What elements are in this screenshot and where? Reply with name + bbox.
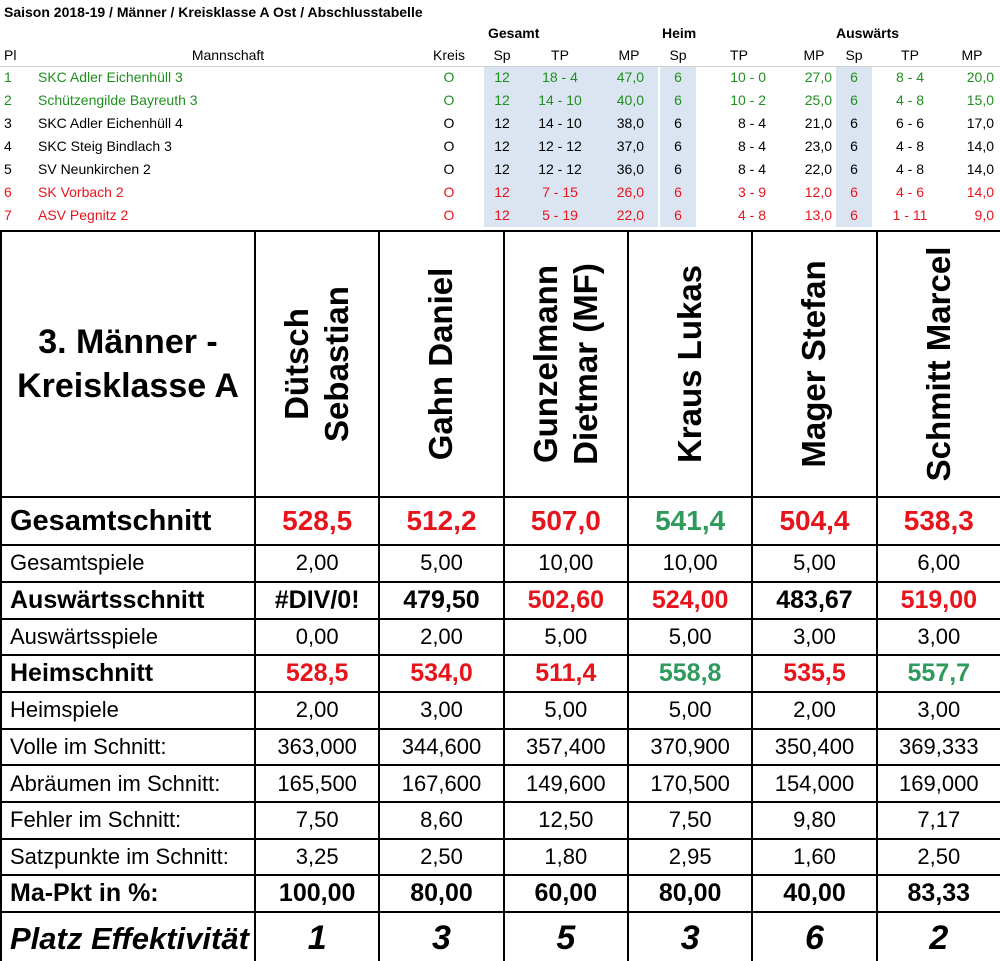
league-row xyxy=(0,181,1000,204)
player-name-line1: Schmitt Marcel xyxy=(919,246,957,482)
league-cell-h-tp: 3 - 9 xyxy=(737,184,766,200)
league-cell-g-tp: 12 - 12 xyxy=(538,138,582,154)
league-row xyxy=(0,66,1000,89)
player-header-cell xyxy=(379,231,503,497)
stats-value: 2,00 xyxy=(379,619,503,656)
stats-row xyxy=(1,765,1000,802)
league-cell-a-mp: 14,0 xyxy=(966,161,994,177)
stats-value: 534,0 xyxy=(379,655,503,692)
league-cell-pl: 6 xyxy=(4,184,12,200)
league-cell-kreis: O xyxy=(443,115,455,131)
stats-row xyxy=(1,655,1000,692)
stats-row-label: Auswärtsschnitt xyxy=(1,582,255,619)
league-cell-team: SK Vorbach 2 xyxy=(38,184,124,200)
stats-value: 167,600 xyxy=(379,765,503,802)
player-name xyxy=(526,263,606,465)
col-header-a-mp: MP xyxy=(961,47,983,63)
stats-value: 2,00 xyxy=(255,692,379,729)
league-cell-team: SKC Adler Eichenhüll 4 xyxy=(38,115,183,131)
league-cell-g-sp: 12 xyxy=(494,138,510,154)
stats-value: 100,00 xyxy=(255,875,379,912)
player-name xyxy=(421,268,461,461)
stats-value: 149,600 xyxy=(504,765,628,802)
stats-value: 6,00 xyxy=(877,545,1000,582)
player-name xyxy=(277,286,357,442)
col-header-team: Mannschaft xyxy=(191,47,265,63)
league-cell-team: SKC Adler Eichenhüll 3 xyxy=(38,69,183,85)
stats-value: 535,5 xyxy=(752,655,876,692)
league-cell-g-sp: 12 xyxy=(494,184,510,200)
stats-value: 1,60 xyxy=(752,839,876,876)
league-cell-g-tp: 12 - 12 xyxy=(538,161,582,177)
league-cell-kreis: O xyxy=(443,184,455,200)
league-cell-kreis: O xyxy=(443,161,455,177)
league-cell-team: ASV Pegnitz 2 xyxy=(38,207,129,223)
stats-value: 5,00 xyxy=(628,692,752,729)
col-header-h-sp: Sp xyxy=(669,47,687,63)
league-cell-pl: 2 xyxy=(4,92,12,108)
stats-value: 165,500 xyxy=(255,765,379,802)
stats-value: 3 xyxy=(628,912,752,961)
league-cell-h-tp: 4 - 8 xyxy=(737,207,766,223)
stats-value: 7,17 xyxy=(877,802,1000,839)
league-cell-g-sp: 12 xyxy=(494,207,510,223)
player-name xyxy=(670,265,710,463)
league-cell-g-tp: 14 - 10 xyxy=(538,115,582,131)
league-cell-a-mp: 17,0 xyxy=(966,115,994,131)
stats-value: 350,400 xyxy=(752,729,876,766)
league-cell-g-mp: 47,0 xyxy=(616,69,644,85)
stats-value: 0,00 xyxy=(255,619,379,656)
league-cell-pl: 3 xyxy=(4,115,12,131)
stats-value: 7,50 xyxy=(255,802,379,839)
stats-value: 528,5 xyxy=(255,655,379,692)
player-name-line2: Dietmar (MF) xyxy=(566,263,604,465)
league-cell-h-mp: 27,0 xyxy=(804,69,832,85)
stats-value: 2 xyxy=(877,912,1000,961)
player-header-cell xyxy=(255,231,379,497)
player-name-line2: Sebastian xyxy=(318,286,356,442)
league-cell-g-sp: 12 xyxy=(494,115,510,131)
stats-value: 5 xyxy=(504,912,628,961)
stats-value: 519,00 xyxy=(877,582,1000,619)
stats-value: 5,00 xyxy=(504,692,628,729)
stats-value: 3,00 xyxy=(752,619,876,656)
league-header-row xyxy=(0,44,1000,67)
league-cell-g-tp: 5 - 19 xyxy=(542,207,578,223)
stats-row-label: Auswärtsspiele xyxy=(1,619,255,656)
stats-row-label: Abräumen im Schnitt: xyxy=(1,765,255,802)
stats-value: 10,00 xyxy=(628,545,752,582)
league-cell-a-mp: 15,0 xyxy=(966,92,994,108)
league-cell-g-sp: 12 xyxy=(494,69,510,85)
col-header-h-tp: TP xyxy=(730,47,748,63)
stats-row-label: Gesamtschnitt xyxy=(1,497,255,545)
stats-row xyxy=(1,802,1000,839)
league-cell-g-mp: 36,0 xyxy=(616,161,644,177)
league-cell-a-sp: 6 xyxy=(850,161,858,177)
league-cell-h-sp: 6 xyxy=(674,69,682,85)
league-cell-h-sp: 6 xyxy=(674,207,682,223)
stats-value: 2,50 xyxy=(379,839,503,876)
league-cell-h-sp: 6 xyxy=(674,92,682,108)
player-name-line1: Gahn Daniel xyxy=(422,267,460,461)
stats-value: 512,2 xyxy=(379,497,503,545)
league-cell-g-mp: 37,0 xyxy=(616,138,644,154)
league-cell-a-sp: 6 xyxy=(850,184,858,200)
group-gesamt: Gesamt xyxy=(488,25,540,41)
col-header-a-tp: TP xyxy=(901,47,919,63)
team-heading xyxy=(1,231,255,497)
stats-value: 2,00 xyxy=(752,692,876,729)
league-row xyxy=(0,158,1000,181)
player-name-line1: Kraus Lukas xyxy=(671,264,709,464)
stats-row xyxy=(1,545,1000,582)
league-cell-g-sp: 12 xyxy=(494,92,510,108)
stats-row-label: Platz Effektivität xyxy=(1,912,255,961)
stats-value: 2,95 xyxy=(628,839,752,876)
league-cell-a-tp: 1 - 11 xyxy=(892,207,928,223)
league-cell-h-mp: 13,0 xyxy=(804,207,832,223)
league-cell-a-sp: 6 xyxy=(850,207,858,223)
stats-row-label: Ma-Pkt in %: xyxy=(1,875,255,912)
league-cell-g-tp: 7 - 15 xyxy=(542,184,578,200)
player-name-line1: Mager Stefan xyxy=(795,260,833,468)
col-header-h-mp: MP xyxy=(803,47,825,63)
stats-value: 5,00 xyxy=(628,619,752,656)
stats-value: #DIV/0! xyxy=(255,582,379,619)
league-cell-a-mp: 14,0 xyxy=(966,138,994,154)
stats-value: 3,00 xyxy=(877,692,1000,729)
group-auswaerts: Auswärts xyxy=(836,25,900,41)
stats-value: 541,4 xyxy=(628,497,752,545)
stats-value: 558,8 xyxy=(628,655,752,692)
league-cell-g-mp: 22,0 xyxy=(616,207,644,223)
league-cell-h-mp: 22,0 xyxy=(804,161,832,177)
stats-value: 2,50 xyxy=(877,839,1000,876)
league-table xyxy=(0,0,1000,228)
stats-value: 357,400 xyxy=(504,729,628,766)
league-cell-h-mp: 21,0 xyxy=(804,115,832,131)
stats-row xyxy=(1,619,1000,656)
stats-row xyxy=(1,729,1000,766)
stats-value: 370,900 xyxy=(628,729,752,766)
player-name-line1: Gunzelmann xyxy=(526,264,564,464)
stats-row-label: Heimspiele xyxy=(1,692,255,729)
league-cell-h-sp: 6 xyxy=(674,161,682,177)
league-cell-kreis: O xyxy=(443,69,455,85)
league-cell-pl: 1 xyxy=(4,69,12,85)
league-cell-h-tp: 8 - 4 xyxy=(737,115,766,131)
player-name xyxy=(794,260,834,467)
league-row xyxy=(0,135,1000,158)
league-cell-a-tp: 4 - 8 xyxy=(895,161,924,177)
stats-value: 83,33 xyxy=(877,875,1000,912)
stats-row-label: Satzpunkte im Schnitt: xyxy=(1,839,255,876)
stats-value: 502,60 xyxy=(504,582,628,619)
stats-row-label: Gesamtspiele xyxy=(1,545,255,582)
col-header-pl: Pl xyxy=(4,47,17,63)
league-cell-a-tp: 4 - 8 xyxy=(895,92,924,108)
stats-value: 40,00 xyxy=(752,875,876,912)
league-cell-h-mp: 25,0 xyxy=(804,92,832,108)
col-header-g-tp: TP xyxy=(551,47,569,63)
stats-row xyxy=(1,875,1000,912)
player-header-cell xyxy=(877,231,1000,497)
stats-value: 8,60 xyxy=(379,802,503,839)
league-cell-h-sp: 6 xyxy=(674,115,682,131)
stats-row-label: Heimschnitt xyxy=(1,655,255,692)
stats-value: 528,5 xyxy=(255,497,379,545)
col-header-a-sp: Sp xyxy=(845,47,863,63)
stats-value: 3 xyxy=(379,912,503,961)
player-name xyxy=(919,247,959,482)
stats-value: 483,67 xyxy=(752,582,876,619)
team-heading-line1: 3. Männer - xyxy=(38,323,218,361)
league-cell-a-tp: 8 - 4 xyxy=(895,69,924,85)
stats-row-label: Volle im Schnitt: xyxy=(1,729,255,766)
stats-value: 1 xyxy=(255,912,379,961)
col-header-g-sp: Sp xyxy=(493,47,511,63)
league-cell-kreis: O xyxy=(443,207,455,223)
stats-value: 7,50 xyxy=(628,802,752,839)
league-cell-a-mp: 20,0 xyxy=(966,69,994,85)
league-cell-a-tp: 6 - 6 xyxy=(895,115,924,131)
stats-row-label: Fehler im Schnitt: xyxy=(1,802,255,839)
league-cell-team: Schützengilde Bayreuth 3 xyxy=(38,92,198,108)
league-cell-pl: 7 xyxy=(4,207,12,223)
league-cell-h-tp: 10 - 2 xyxy=(730,92,766,108)
stats-row xyxy=(1,497,1000,545)
league-cell-kreis: O xyxy=(443,138,455,154)
team-heading-line2: Kreisklasse A xyxy=(17,367,239,405)
league-cell-kreis: O xyxy=(443,92,455,108)
league-cell-h-tp: 10 - 0 xyxy=(730,69,766,85)
league-cell-a-mp: 14,0 xyxy=(966,184,994,200)
player-stats-table xyxy=(0,230,1000,961)
league-cell-a-sp: 6 xyxy=(850,69,858,85)
stats-value: 9,80 xyxy=(752,802,876,839)
league-row xyxy=(0,112,1000,135)
stats-value: 154,000 xyxy=(752,765,876,802)
league-cell-team: SV Neunkirchen 2 xyxy=(38,161,151,177)
stats-value: 80,00 xyxy=(628,875,752,912)
stats-value: 504,4 xyxy=(752,497,876,545)
stats-value: 3,00 xyxy=(379,692,503,729)
stats-value: 169,000 xyxy=(877,765,1000,802)
stats-value: 170,500 xyxy=(628,765,752,802)
stats-value: 5,00 xyxy=(504,619,628,656)
league-cell-g-mp: 26,0 xyxy=(616,184,644,200)
stats-value: 479,50 xyxy=(379,582,503,619)
league-row xyxy=(0,89,1000,112)
stats-value: 557,7 xyxy=(877,655,1000,692)
stats-value: 6 xyxy=(752,912,876,961)
stats-value: 363,000 xyxy=(255,729,379,766)
stats-value: 60,00 xyxy=(504,875,628,912)
league-cell-a-sp: 6 xyxy=(850,92,858,108)
group-heim: Heim xyxy=(662,25,697,41)
league-cell-g-tp: 14 - 10 xyxy=(538,92,582,108)
stats-value: 5,00 xyxy=(752,545,876,582)
col-header-kreis: Kreis xyxy=(433,47,465,63)
league-cell-g-tp: 18 - 4 xyxy=(542,69,578,85)
stats-value: 538,3 xyxy=(877,497,1000,545)
stats-row xyxy=(1,839,1000,876)
stats-value: 3,25 xyxy=(255,839,379,876)
stats-value: 12,50 xyxy=(504,802,628,839)
stats-value: 1,80 xyxy=(504,839,628,876)
league-cell-a-tp: 4 - 8 xyxy=(895,138,924,154)
league-cell-pl: 5 xyxy=(4,161,12,177)
league-cell-h-sp: 6 xyxy=(674,184,682,200)
player-header-cell xyxy=(628,231,752,497)
stats-value: 2,00 xyxy=(255,545,379,582)
stats-value: 10,00 xyxy=(504,545,628,582)
league-cell-h-sp: 6 xyxy=(674,138,682,154)
stats-value: 5,00 xyxy=(379,545,503,582)
league-cell-a-mp: 9,0 xyxy=(974,207,994,223)
league-cell-h-tp: 8 - 4 xyxy=(737,161,766,177)
stats-row xyxy=(1,912,1000,961)
stats-value: 344,600 xyxy=(379,729,503,766)
stats-value: 3,00 xyxy=(877,619,1000,656)
league-cell-h-mp: 12,0 xyxy=(804,184,832,200)
stats-value: 369,333 xyxy=(877,729,1000,766)
league-cell-a-tp: 4 - 6 xyxy=(895,184,924,200)
league-cell-a-sp: 6 xyxy=(850,138,858,154)
col-header-g-mp: MP xyxy=(618,47,640,63)
player-header-row xyxy=(1,231,1000,497)
league-cell-g-mp: 38,0 xyxy=(616,115,644,131)
league-cell-h-tp: 8 - 4 xyxy=(737,138,766,154)
league-cell-g-mp: 40,0 xyxy=(616,92,644,108)
stats-value: 507,0 xyxy=(504,497,628,545)
stats-row xyxy=(1,692,1000,729)
stats-value: 80,00 xyxy=(379,875,503,912)
player-name-line1: Dütsch xyxy=(278,308,316,420)
league-cell-a-sp: 6 xyxy=(850,115,858,131)
league-cell-h-mp: 23,0 xyxy=(804,138,832,154)
stats-value: 511,4 xyxy=(504,655,628,692)
league-row xyxy=(0,204,1000,227)
player-header-cell xyxy=(752,231,876,497)
stats-value: 524,00 xyxy=(628,582,752,619)
league-cell-g-sp: 12 xyxy=(494,161,510,177)
league-cell-team: SKC Steig Bindlach 3 xyxy=(38,138,172,154)
league-title: Saison 2018-19 / Männer / Kreisklasse A Ost / Abschlusstabelle xyxy=(4,4,423,20)
player-header-cell xyxy=(504,231,628,497)
league-cell-pl: 4 xyxy=(4,138,12,154)
stats-row xyxy=(1,582,1000,619)
